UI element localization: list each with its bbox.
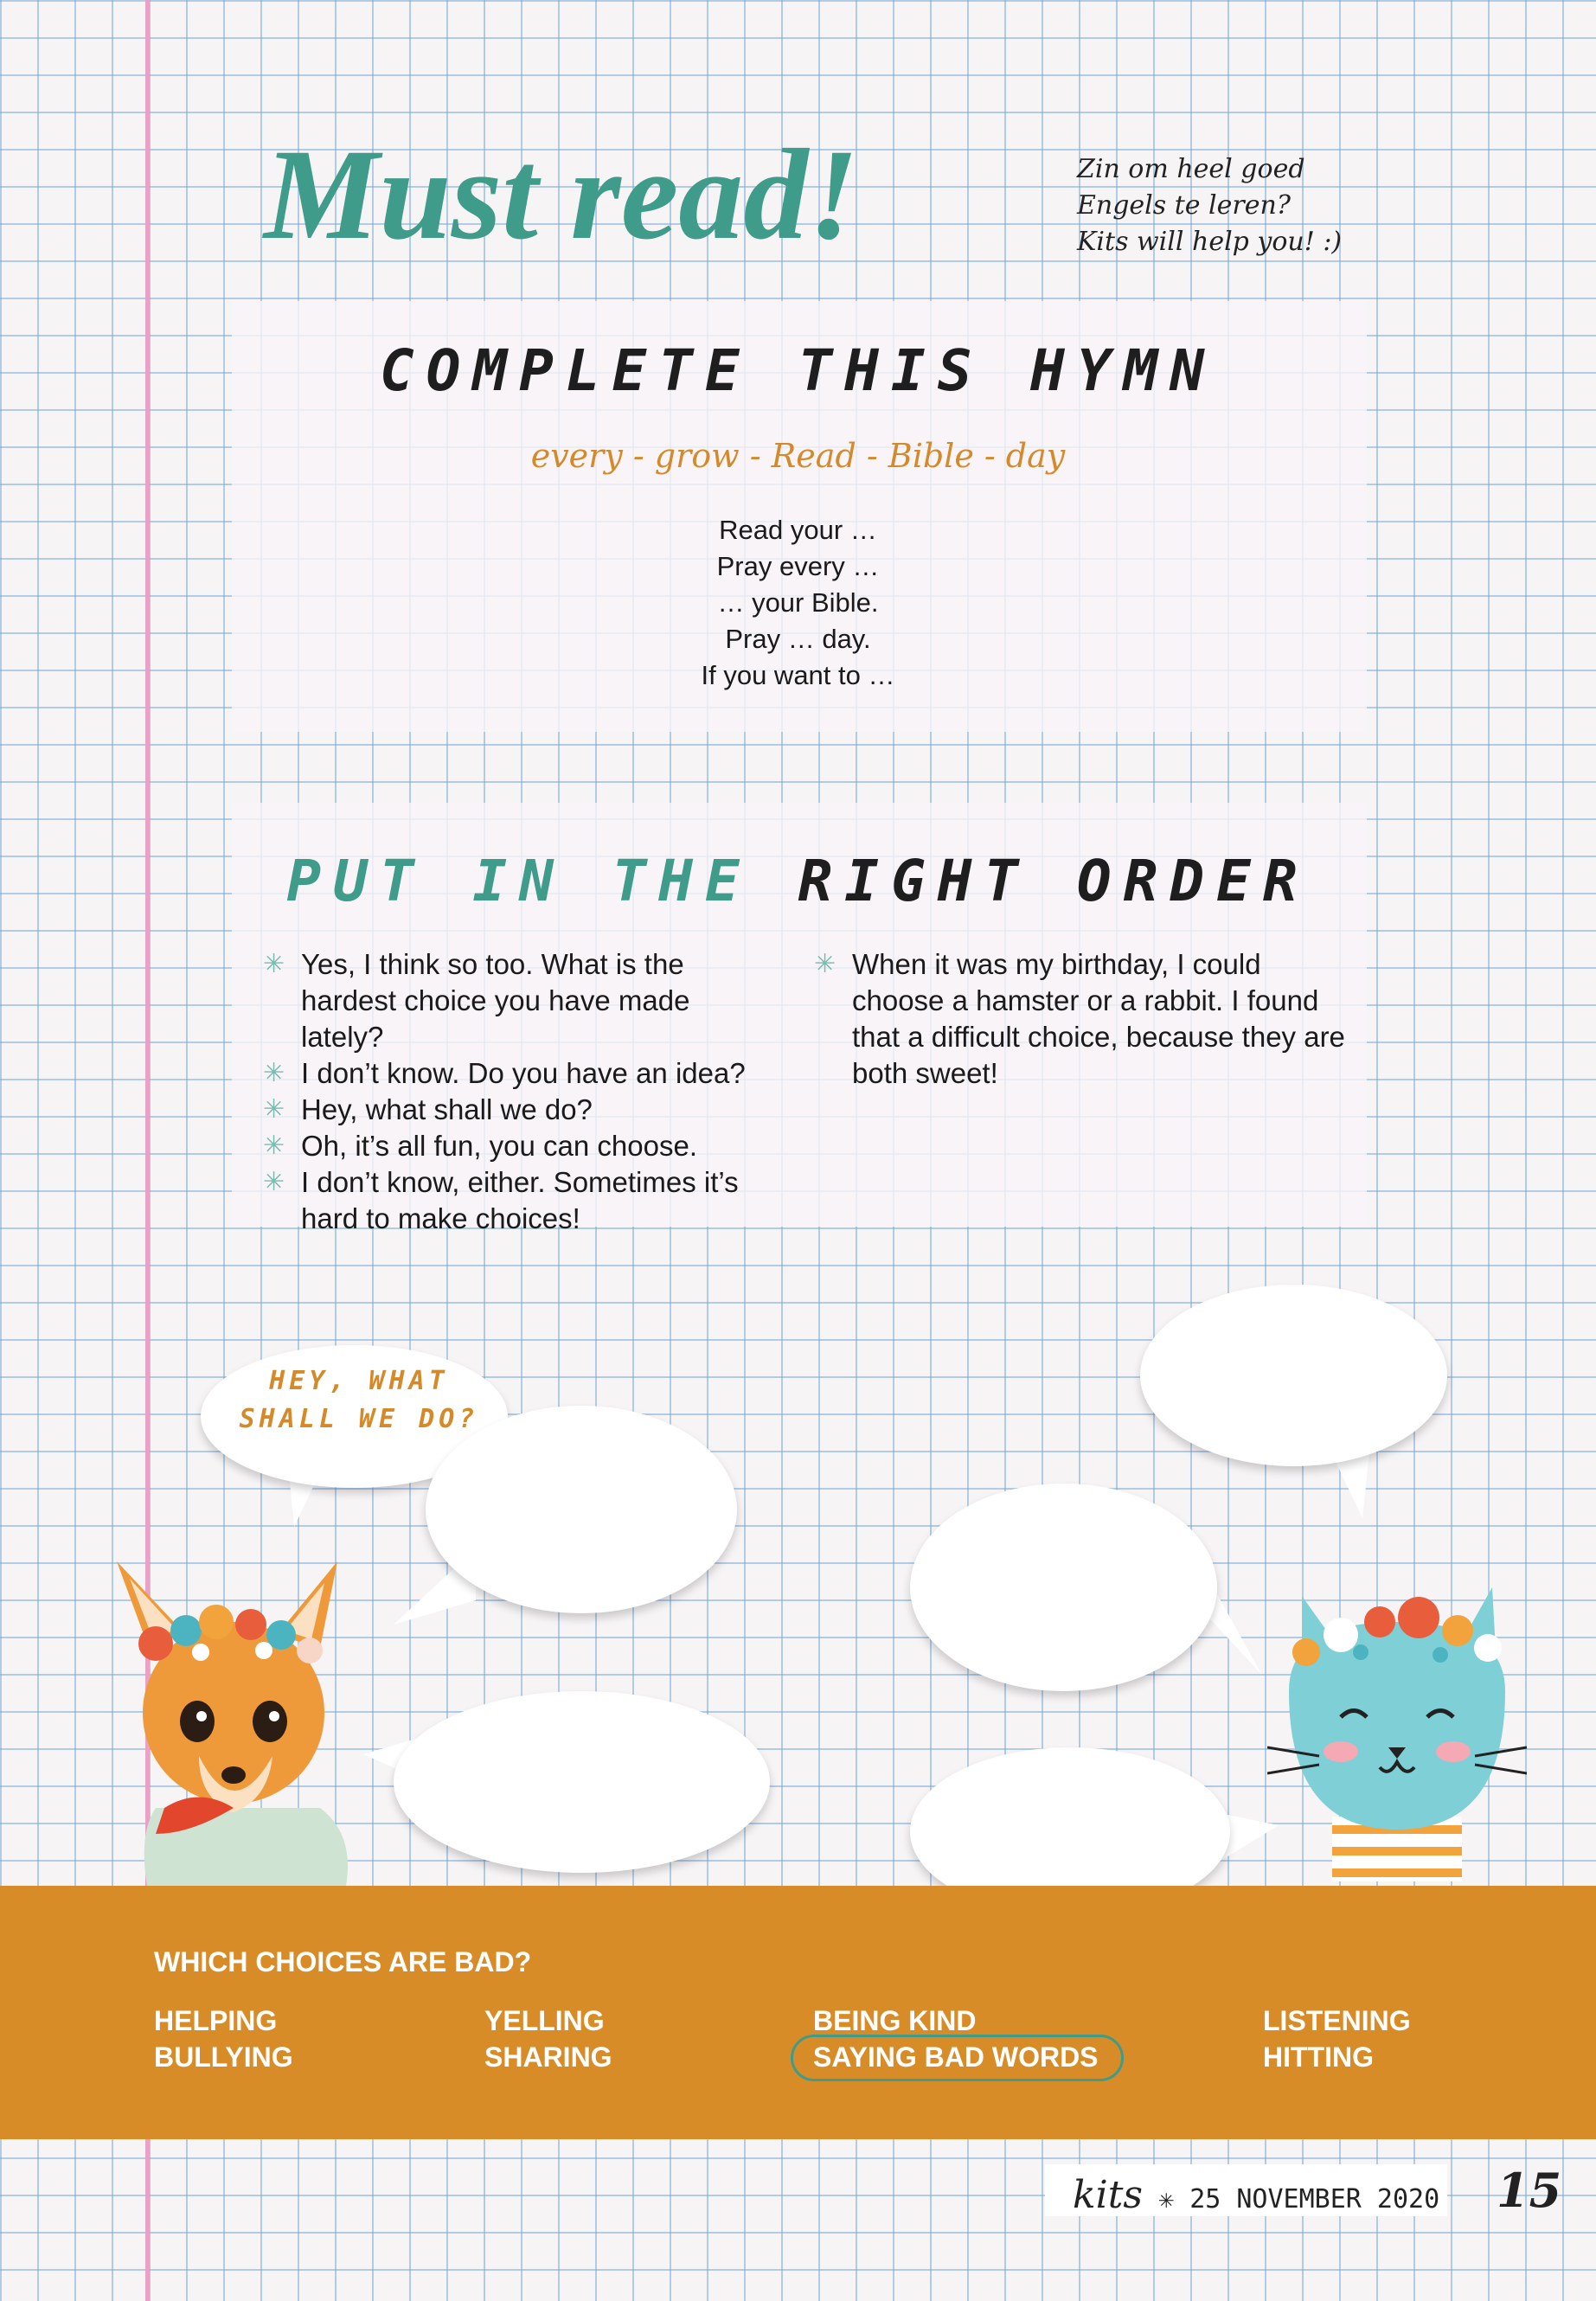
- brand-logo: kits: [1073, 2173, 1143, 2217]
- page-number: 15: [1497, 2163, 1562, 2218]
- dialogue-item: ✳ I don’t know. Do you have an idea?: [260, 1055, 779, 1092]
- speech-bubble-empty[interactable]: [426, 1406, 737, 1613]
- note-line: Zin om heel goed: [1077, 154, 1305, 184]
- note-line: Engels te leren?: [1077, 190, 1291, 221]
- asterisk-icon: ✳: [263, 1131, 285, 1160]
- choice-item: LISTENING: [1263, 2005, 1411, 2036]
- asterisk-icon: ✳: [263, 1059, 285, 1087]
- dialogue-item: ✳ Oh, it’s all fun, you can choose.: [260, 1128, 779, 1164]
- cat-illustration: [1267, 1570, 1527, 1881]
- choice-item: BEING KIND: [813, 2005, 977, 2036]
- hymn-line: … your Bible.: [717, 587, 879, 618]
- footer: [1073, 2173, 1439, 2217]
- answer-circle: [791, 2035, 1124, 2081]
- dialogue-item: ✳ Yes, I think so too. What is the hardest choice you have made lately?: [263, 948, 690, 1053]
- speech-bubble-empty[interactable]: [1140, 1285, 1447, 1466]
- hymn-line: Pray every …: [716, 551, 880, 581]
- choice-item: HELPING: [154, 2005, 278, 2036]
- dialogue-list-right: [811, 946, 1356, 1092]
- speech-bubble-empty[interactable]: [910, 1484, 1217, 1691]
- asterisk-icon: ✳: [263, 1168, 285, 1196]
- dialogue-item: ✳ I don’t know, either. Sometimes it’s hard to make choices!: [263, 1166, 739, 1234]
- dialogue-item: ✳ When it was my birthday, I could choose a hamster or a rabbit. I found that a difficult choice, because they are both sweet!: [814, 948, 1345, 1089]
- note-line: Kits will help you! :): [1077, 227, 1343, 257]
- asterisk-icon: ✳: [263, 1095, 285, 1124]
- issue-date: 25 NOVEMBER 2020: [1189, 2184, 1440, 2214]
- order-heading-part2: RIGHT ORDER: [798, 848, 1310, 914]
- asterisk-icon: ✳: [814, 950, 836, 978]
- hymn-line: Read your …: [719, 515, 877, 545]
- dialogue-item: ✳ Hey, what shall we do?: [260, 1092, 779, 1128]
- choice-item: BULLYING: [154, 2041, 293, 2073]
- deer-illustration: [104, 1548, 372, 1886]
- page-title: Must read!: [264, 123, 859, 266]
- choice-item: HITTING: [1263, 2041, 1374, 2073]
- order-heading-part1: PUT IN THE: [286, 848, 752, 914]
- order-heading: [0, 848, 1596, 914]
- hymn-heading: COMPLETE THIS HYMN: [379, 337, 1217, 404]
- speech-bubble-text: HEY, WHAT SHALL WE DO?: [239, 1366, 479, 1434]
- dialogue-list-left: [260, 946, 779, 1237]
- hymn-lines: [0, 512, 1596, 694]
- hymn-line: Pray … day.: [725, 624, 871, 654]
- asterisk-icon: ✳: [1158, 2184, 1175, 2214]
- speech-bubble-empty[interactable]: [394, 1691, 770, 1873]
- word-bank: every - grow - Read - Bible - day: [530, 437, 1066, 475]
- asterisk-icon: ✳: [263, 950, 285, 978]
- choice-item: YELLING: [484, 2005, 605, 2036]
- choice-item: SHARING: [484, 2041, 612, 2073]
- handwritten-note: [1077, 151, 1342, 260]
- hymn-line: If you want to …: [701, 660, 895, 690]
- choice-item-circled: SAYING BAD WORDS: [813, 2041, 1099, 2073]
- choices-heading: WHICH CHOICES ARE BAD?: [154, 1946, 532, 1977]
